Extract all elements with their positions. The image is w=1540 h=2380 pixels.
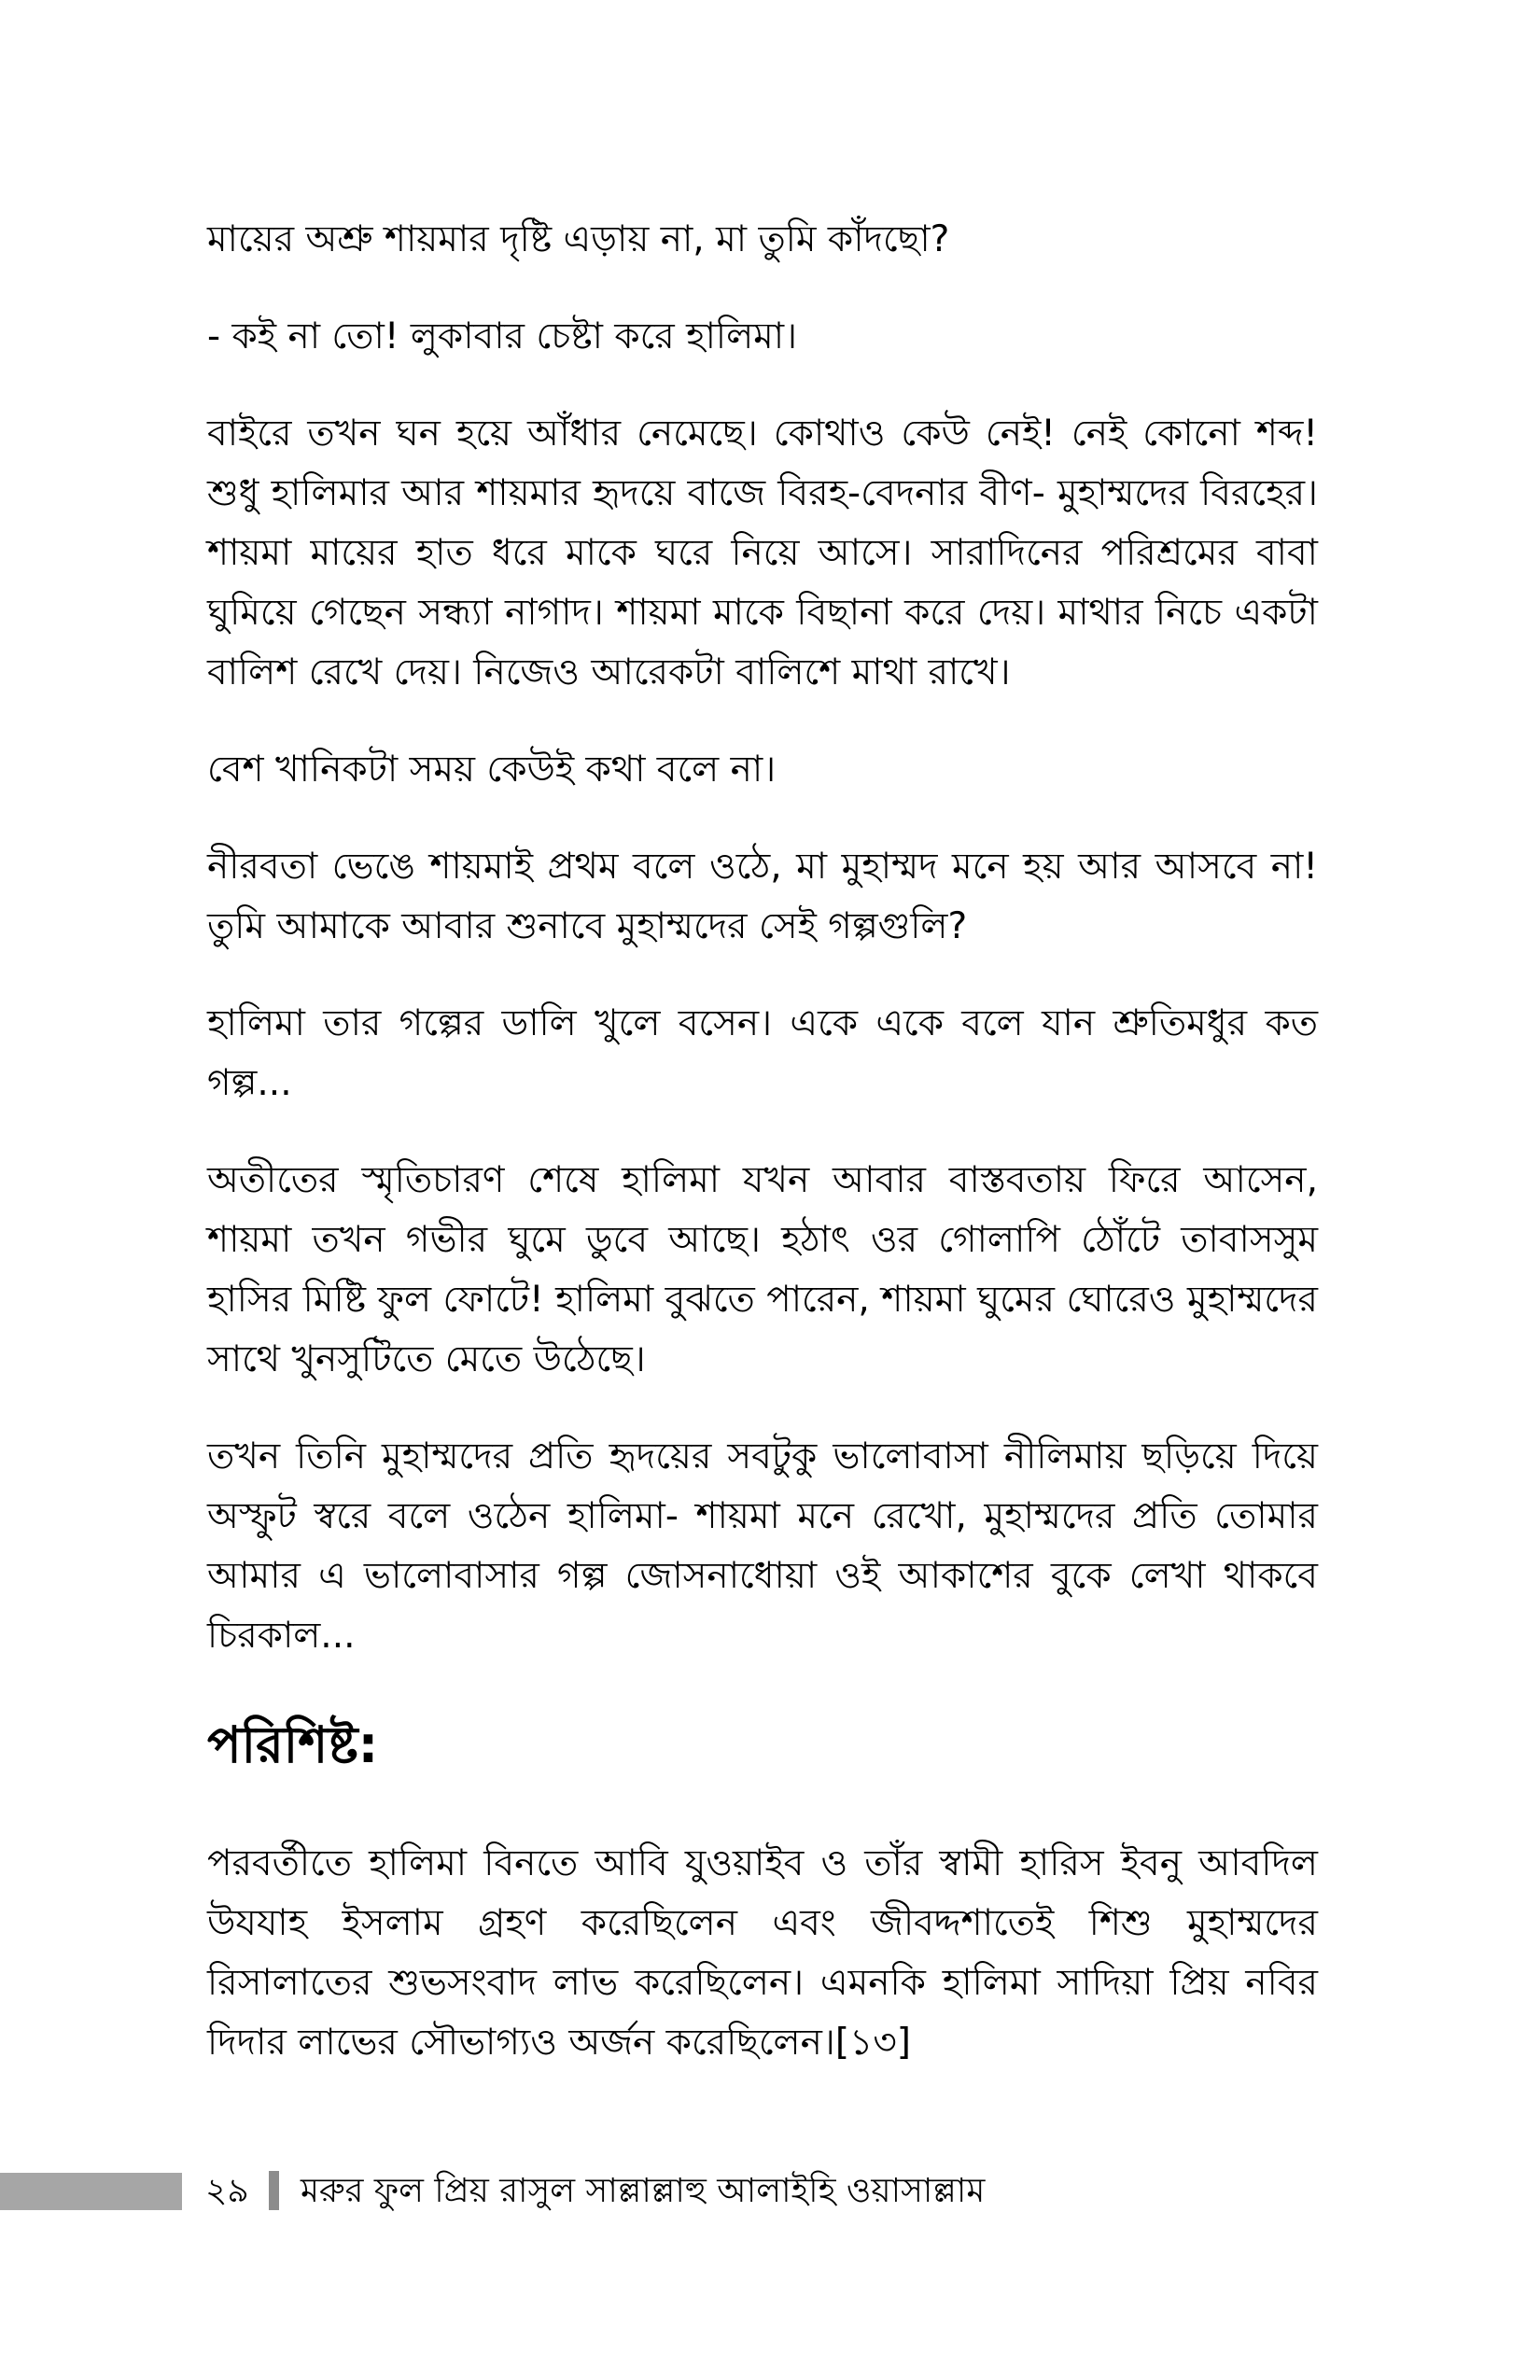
running-title: মরুর ফুল প্রিয় রাসুল সাল্লাল্লাহু আলাইহি ওয়াসাল্লাম — [301, 2172, 986, 2210]
paragraph-8: তখন তিনি মুহাম্মদের প্রতি হৃদয়ের সবটুকু ভালোবাসা নীলিমায় ছড়িয়ে দিয়ে অস্ফুট স্বরে বলে ওঠেন হালিমা- শায়মা মনে রেখো, মুহাম্মদের প্রতি তোমার আমার এ ভালোবাসার গল্প জোসনাধোয়া ওই আকাশের বুকে লেখা থাকবে চিরকাল... — [207, 1435, 1318, 1657]
footer-divider — [269, 2171, 279, 2210]
paragraph-3: বাইরে তখন ঘন হয়ে আঁধার নেমেছে। কোথাও কেউ নেই! নেই কোনো শব্দ! শুধু হালিমার আর শায়মার হৃদয়ে বাজে বিরহ-বেদনার বীণ- মুহাম্মদের বিরহের। শায়মা মায়ের হাত ধরে মাকে ঘরে নিয়ে আসে। সারাদিনের পরিশ্রমের বাবা ঘুমিয়ে গেছেন সন্ধ্যা নাগাদ। শায়মা মাকে বিছানা করে দেয়। মাথার নিচে একটা বালিশ রেখে দেয়। নিজেও আরেকটা বালিশে মাথা রাখে। — [207, 413, 1318, 693]
paragraph-1: মায়ের অশ্রু শায়মার দৃষ্টি এড়ায় না, মা তুমি কাঁদছো? — [207, 218, 950, 260]
page-footer — [0, 2165, 1540, 2221]
paragraph-2: - কই না তো! লুকাবার চেষ্টা করে হালিমা। — [207, 315, 798, 357]
page-body — [207, 210, 1318, 2110]
paragraph-7: অতীতের স্মৃতিচারণ শেষে হালিমা যখন আবার বাস্তবতায় ফিরে আসেন, শায়মা তখন গভীর ঘুমে ডুবে আছে। হঠাৎ ওর গোলাপি ঠোঁটে তাবাসসুম হাসির মিষ্টি ফুল ফোটে! হালিমা বুঝতে পারেন, শায়মা ঘুমের ঘোরেও মুহাম্মদের সাথে খুনসুটিতে মেতে উঠেছে। — [207, 1159, 1318, 1380]
paragraph-4: বেশ খানিকটা সময় কেউই কথা বলে না। — [207, 749, 777, 791]
appendix-paragraph: পরবর্তীতে হালিমা বিনতে আবি যুওয়াইব ও তাঁর স্বামী হারিস ইবনু আবদিল উযযাহ ইসলাম গ্রহণ করেছিলেন এবং জীবদ্দশাতেই শিশু মুহাম্মদের রিসালাতের শুভসংবাদ লাভ করেছিলেন। এমনকি হালিমা সাদিয়া প্রিয় নবির দিদার লাভের সৌভাগ্যও অর্জন করেছিলেন।[১৩] — [207, 1842, 1318, 2064]
paragraph-6: হালিমা তার গল্পের ডালি খুলে বসেন। একে একে বলে যান শ্রুতিমধুর কত গল্প... — [207, 1002, 1318, 1104]
footer-bar — [0, 2173, 182, 2210]
appendix-heading: পরিশিষ্ট: — [207, 1715, 379, 1774]
paragraph-5: নীরবতা ভেঙে শায়মাই প্রথম বলে ওঠে, মা মুহাম্মদ মনে হয় আর আসবে না! তুমি আমাকে আবার শুনাবে মুহাম্মদের সেই গল্পগুলি? — [207, 846, 1318, 947]
page-number: ২৯ — [205, 2172, 249, 2210]
